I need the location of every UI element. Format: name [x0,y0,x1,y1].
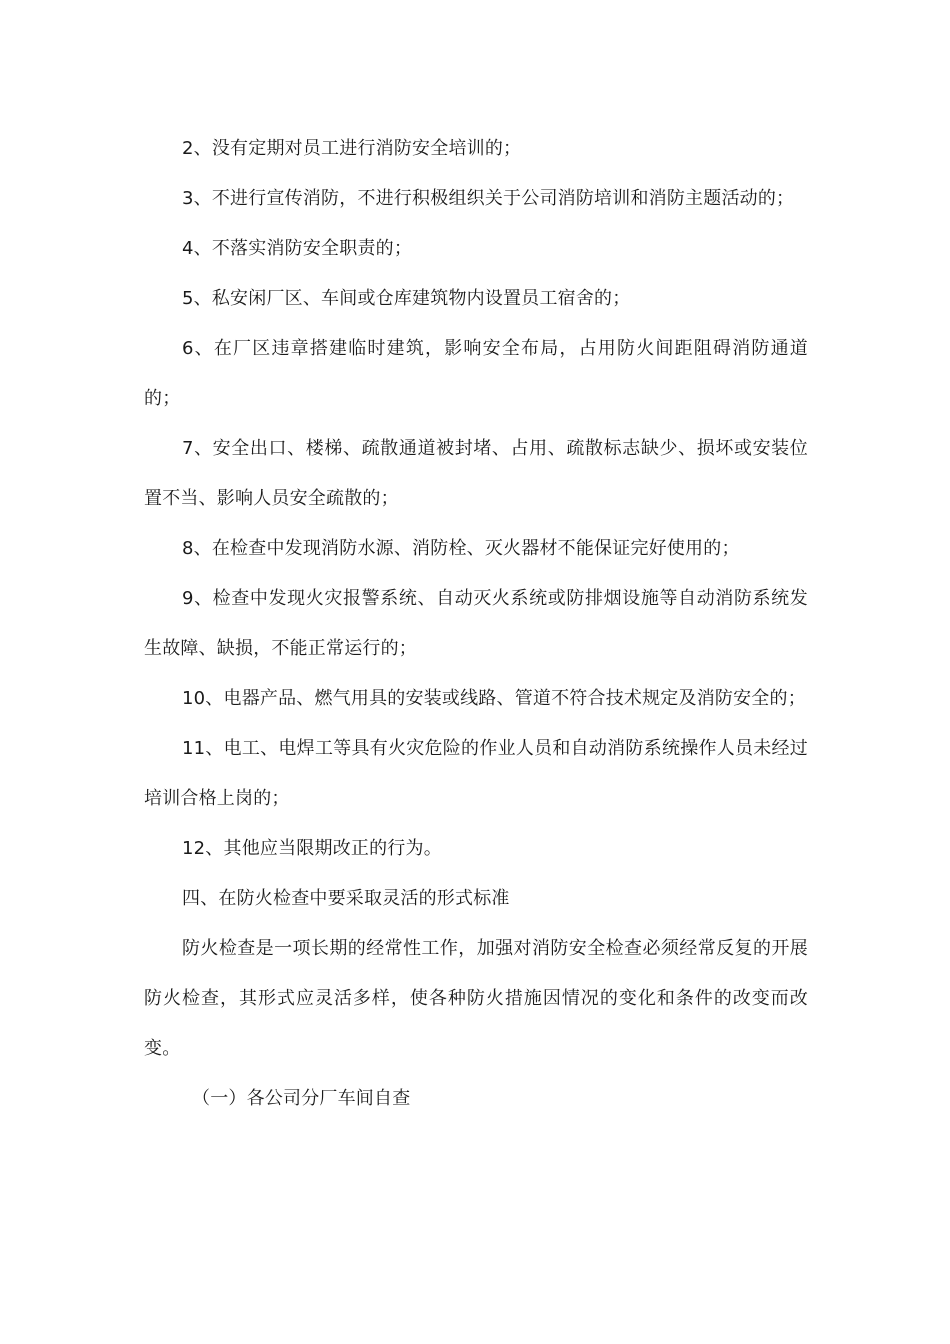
paragraph-item-10: 10、电器产品、燃气用具的安装或线路、管道不符合技术规定及消防安全的； [182,688,806,709]
paragraph-item-5: 5、私安闲厂区、车间或仓库建筑物内设置员工宿舍的； [182,288,631,309]
section-heading-4: 四、在防火检查中要采取灵活的形式标准 [182,888,510,909]
paragraph-item-2: 2、没有定期对员工进行消防安全培训的； [182,138,522,159]
paragraph-item-6: 6、在厂区违章搭建临时建筑，影响安全布局，占用防火间距阻碍消防通道的； [144,338,808,409]
body-paragraph: 防火检查是一项长期的经常性工作，加强对消防安全检查必须经常反复的开展防火检查，其形式应灵活多样，使各种防火措施因情况的变化和条件的改变而改变。 [144,938,808,1059]
paragraph-item-9: 9、检查中发现火灾报警系统、自动灭火系统或防排烟设施等自动消防系统发生故障、缺损，不能正常运行的； [144,588,808,659]
paragraph-item-11: 11、电工、电焊工等具有火灾危险的作业人员和自动消防系统操作人员未经过培训合格上岗的； [144,738,808,809]
paragraph-item-7: 7、安全出口、楼梯、疏散通道被封堵、占用、疏散标志缺少、损坏或安装位置不当、影响人员安全疏散的； [144,438,808,509]
paragraph-item-12: 12、其他应当限期改正的行为。 [182,838,442,859]
paragraph-item-8: 8、在检查中发现消防水源、消防栓、灭火器材不能保证完好使用的； [182,538,740,559]
paragraph-item-3: 3、不进行宣传消防，不进行积极组织关于公司消防培训和消防主题活动的； [182,188,795,209]
subsection-heading-1: （一）各公司分厂车间自查 [192,1088,411,1109]
document-body [144,124,808,1124]
paragraph-item-4: 4、不落实消防安全职责的； [182,238,413,259]
